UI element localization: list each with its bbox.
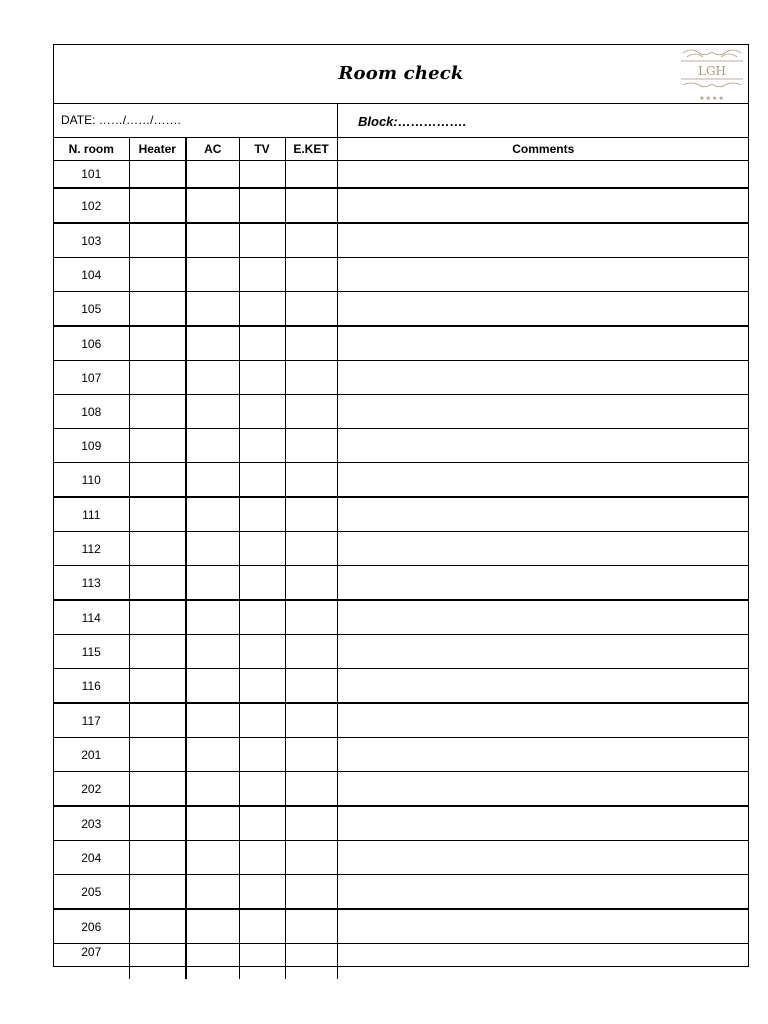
eket-cell[interactable] xyxy=(285,566,337,601)
comments-cell[interactable] xyxy=(337,463,749,498)
heater-cell[interactable] xyxy=(129,944,186,980)
room-number-cell: 107 xyxy=(54,361,129,395)
room-number-cell: 108 xyxy=(54,395,129,429)
column-header-comments: Comments xyxy=(337,138,749,161)
ac-cell[interactable] xyxy=(186,738,239,772)
table-row xyxy=(54,532,749,566)
table-row xyxy=(54,258,749,292)
tv-cell[interactable] xyxy=(239,635,285,669)
tv-cell[interactable] xyxy=(239,258,285,292)
heater-cell[interactable] xyxy=(129,497,186,532)
comments-cell[interactable] xyxy=(337,669,749,704)
table-row xyxy=(54,772,749,807)
ac-cell[interactable] xyxy=(186,497,239,532)
eket-cell[interactable] xyxy=(285,772,337,807)
tv-cell[interactable] xyxy=(239,600,285,635)
eket-cell[interactable] xyxy=(285,944,337,980)
column-header-heater: Heater xyxy=(129,138,186,161)
room-number-cell: 106 xyxy=(54,326,129,361)
heater-cell[interactable] xyxy=(129,635,186,669)
ac-cell[interactable] xyxy=(186,909,239,944)
heater-cell[interactable] xyxy=(129,223,186,258)
room-number-cell: 114 xyxy=(54,600,129,635)
heater-cell[interactable] xyxy=(129,463,186,498)
heater-cell[interactable] xyxy=(129,361,186,395)
tv-cell[interactable] xyxy=(239,395,285,429)
heater-cell[interactable] xyxy=(129,909,186,944)
ac-cell[interactable] xyxy=(186,361,239,395)
comments-cell[interactable] xyxy=(337,497,749,532)
eket-cell[interactable] xyxy=(285,669,337,704)
table-row xyxy=(54,703,749,738)
ac-cell[interactable] xyxy=(186,223,239,258)
table-row xyxy=(54,669,749,704)
eket-cell[interactable] xyxy=(285,703,337,738)
tv-cell[interactable] xyxy=(239,909,285,944)
room-number-cell: 103 xyxy=(54,223,129,258)
room-number-cell: 206 xyxy=(54,909,129,944)
tv-cell[interactable] xyxy=(239,326,285,361)
table-row xyxy=(54,497,749,532)
table-row xyxy=(54,188,749,223)
comments-cell[interactable] xyxy=(337,161,749,189)
tv-cell[interactable] xyxy=(239,566,285,601)
meta-row xyxy=(54,104,748,138)
tv-cell[interactable] xyxy=(239,463,285,498)
ac-cell[interactable] xyxy=(186,703,239,738)
heater-cell[interactable] xyxy=(129,566,186,601)
eket-cell[interactable] xyxy=(285,738,337,772)
logo-stars: ★★★★ xyxy=(699,95,725,102)
room-number-cell: 104 xyxy=(54,258,129,292)
tv-cell[interactable] xyxy=(239,292,285,327)
room-number-cell: 115 xyxy=(54,635,129,669)
tv-cell[interactable] xyxy=(239,361,285,395)
comments-cell[interactable] xyxy=(337,944,749,980)
tv-cell[interactable] xyxy=(239,944,285,980)
eket-cell[interactable] xyxy=(285,806,337,841)
eket-cell[interactable] xyxy=(285,429,337,463)
tv-cell[interactable] xyxy=(239,532,285,566)
eket-cell[interactable] xyxy=(285,600,337,635)
ac-cell[interactable] xyxy=(186,161,239,189)
room-number-cell: 111 xyxy=(54,497,129,532)
room-check-sheet xyxy=(53,44,749,967)
table-row xyxy=(54,429,749,463)
eket-cell[interactable] xyxy=(285,463,337,498)
logo-text: LGH xyxy=(697,64,727,78)
table-row xyxy=(54,600,749,635)
room-number-cell: 204 xyxy=(54,841,129,875)
ac-cell[interactable] xyxy=(186,258,239,292)
ac-cell[interactable] xyxy=(186,566,239,601)
heater-cell[interactable] xyxy=(129,188,186,223)
tv-cell[interactable] xyxy=(239,223,285,258)
heater-cell[interactable] xyxy=(129,429,186,463)
room-number-cell: 110 xyxy=(54,463,129,498)
heater-cell[interactable] xyxy=(129,669,186,704)
ac-cell[interactable] xyxy=(186,841,239,875)
ac-cell[interactable] xyxy=(186,669,239,704)
ac-cell[interactable] xyxy=(186,463,239,498)
comments-cell[interactable] xyxy=(337,361,749,395)
room-number-cell: 113 xyxy=(54,566,129,601)
ac-cell[interactable] xyxy=(186,188,239,223)
heater-cell[interactable] xyxy=(129,875,186,910)
heater-cell[interactable] xyxy=(129,395,186,429)
tv-cell[interactable] xyxy=(239,772,285,807)
heater-cell[interactable] xyxy=(129,258,186,292)
table-row xyxy=(54,841,749,875)
room-number-cell: 207 xyxy=(54,944,129,980)
ac-cell[interactable] xyxy=(186,875,239,910)
document-title: Room check xyxy=(338,63,464,84)
room-number-cell: 203 xyxy=(54,806,129,841)
tv-cell[interactable] xyxy=(239,738,285,772)
tv-cell[interactable] xyxy=(239,161,285,189)
comments-cell[interactable] xyxy=(337,772,749,807)
table-row xyxy=(54,395,749,429)
comments-cell[interactable] xyxy=(337,532,749,566)
room-number-cell: 202 xyxy=(54,772,129,807)
heater-cell[interactable] xyxy=(129,806,186,841)
column-header-eket: E.KET xyxy=(285,138,337,161)
ac-cell[interactable] xyxy=(186,326,239,361)
comments-cell[interactable] xyxy=(337,258,749,292)
comments-cell[interactable] xyxy=(337,703,749,738)
block-field[interactable]: Block:……………. xyxy=(358,114,467,129)
table-header-row xyxy=(54,138,749,161)
room-number-cell: 201 xyxy=(54,738,129,772)
comments-cell[interactable] xyxy=(337,600,749,635)
room-number-cell: 117 xyxy=(54,703,129,738)
table-row xyxy=(54,635,749,669)
comments-cell[interactable] xyxy=(337,223,749,258)
comments-cell[interactable] xyxy=(337,841,749,875)
comments-cell[interactable] xyxy=(337,738,749,772)
heater-cell[interactable] xyxy=(129,841,186,875)
heater-cell[interactable] xyxy=(129,703,186,738)
tv-cell[interactable] xyxy=(239,841,285,875)
table-row xyxy=(54,161,749,189)
eket-cell[interactable] xyxy=(285,326,337,361)
ac-cell[interactable] xyxy=(186,429,239,463)
heater-cell[interactable] xyxy=(129,292,186,327)
ac-cell[interactable] xyxy=(186,772,239,807)
ac-cell[interactable] xyxy=(186,944,239,980)
table-row xyxy=(54,909,749,944)
ac-cell[interactable] xyxy=(186,395,239,429)
table-row xyxy=(54,875,749,910)
room-number-cell: 102 xyxy=(54,188,129,223)
comments-cell[interactable] xyxy=(337,326,749,361)
room-number-cell: 105 xyxy=(54,292,129,327)
room-number-cell: 116 xyxy=(54,669,129,704)
eket-cell[interactable] xyxy=(285,532,337,566)
heater-cell[interactable] xyxy=(129,738,186,772)
heater-cell[interactable] xyxy=(129,532,186,566)
eket-cell[interactable] xyxy=(285,223,337,258)
room-number-cell: 109 xyxy=(54,429,129,463)
table-row xyxy=(54,944,749,980)
eket-cell[interactable] xyxy=(285,497,337,532)
heater-cell[interactable] xyxy=(129,161,186,189)
column-header-room: N. room xyxy=(54,138,129,161)
eket-cell[interactable] xyxy=(285,258,337,292)
ac-cell[interactable] xyxy=(186,600,239,635)
tv-cell[interactable] xyxy=(239,429,285,463)
comments-cell[interactable] xyxy=(337,395,749,429)
eket-cell[interactable] xyxy=(285,841,337,875)
column-header-ac: AC xyxy=(186,138,239,161)
comments-cell[interactable] xyxy=(337,635,749,669)
room-number-cell: 205 xyxy=(54,875,129,910)
table-row xyxy=(54,806,749,841)
tv-cell[interactable] xyxy=(239,703,285,738)
tv-cell[interactable] xyxy=(239,806,285,841)
table-row xyxy=(54,292,749,327)
comments-cell[interactable] xyxy=(337,429,749,463)
table-row xyxy=(54,223,749,258)
ac-cell[interactable] xyxy=(186,532,239,566)
column-header-tv: TV xyxy=(239,138,285,161)
hotel-logo xyxy=(677,47,747,103)
table-row xyxy=(54,566,749,601)
eket-cell[interactable] xyxy=(285,292,337,327)
eket-cell[interactable] xyxy=(285,188,337,223)
comments-cell[interactable] xyxy=(337,806,749,841)
eket-cell[interactable] xyxy=(285,395,337,429)
eket-cell[interactable] xyxy=(285,875,337,910)
tv-cell[interactable] xyxy=(239,875,285,910)
comments-cell[interactable] xyxy=(337,909,749,944)
table-row xyxy=(54,361,749,395)
heater-cell[interactable] xyxy=(129,772,186,807)
table-row xyxy=(54,463,749,498)
date-field[interactable]: DATE: ……/……/……. xyxy=(54,104,338,137)
ac-cell[interactable] xyxy=(186,635,239,669)
ac-cell[interactable] xyxy=(186,806,239,841)
heater-cell[interactable] xyxy=(129,326,186,361)
tv-cell[interactable] xyxy=(239,188,285,223)
comments-cell[interactable] xyxy=(337,188,749,223)
ac-cell[interactable] xyxy=(186,292,239,327)
room-number-cell: 101 xyxy=(54,161,129,189)
room-number-cell: 112 xyxy=(54,532,129,566)
table-row xyxy=(54,738,749,772)
eket-cell[interactable] xyxy=(285,635,337,669)
title-row xyxy=(54,45,748,104)
comments-cell[interactable] xyxy=(337,292,749,327)
eket-cell[interactable] xyxy=(285,361,337,395)
eket-cell[interactable] xyxy=(285,909,337,944)
room-check-table xyxy=(54,138,749,979)
eket-cell[interactable] xyxy=(285,161,337,189)
comments-cell[interactable] xyxy=(337,566,749,601)
comments-cell[interactable] xyxy=(337,875,749,910)
tv-cell[interactable] xyxy=(239,669,285,704)
heater-cell[interactable] xyxy=(129,600,186,635)
table-row xyxy=(54,326,749,361)
tv-cell[interactable] xyxy=(239,497,285,532)
